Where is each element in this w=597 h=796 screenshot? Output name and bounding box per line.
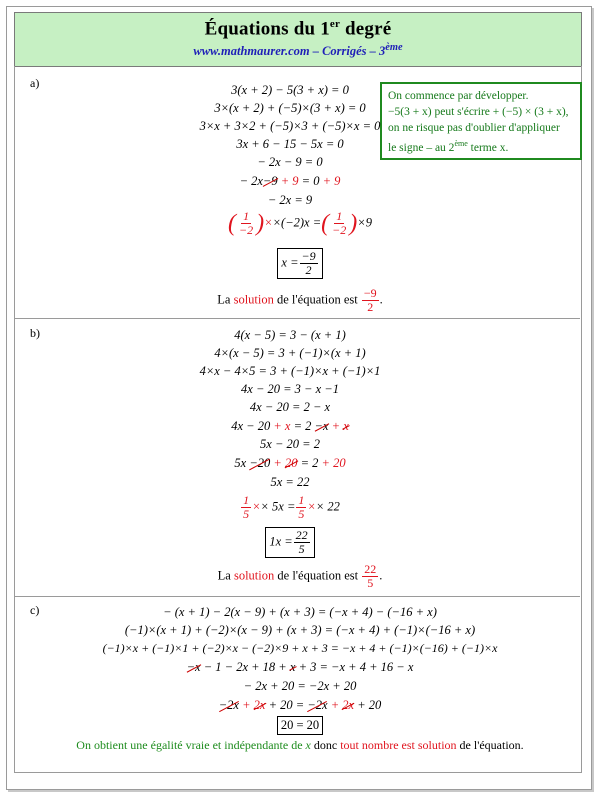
hint-line-1: On commence par développer.: [388, 90, 529, 102]
page-subtitle: www.mathmaurer.com – Corrigés – 3ème: [193, 42, 403, 59]
a-result-box: x = $\frac{-9}{2}$: [190, 248, 410, 279]
b-line-8: 5x −20 + 20 = 2 + 20: [234, 456, 346, 470]
a-line-4: 3x + 6 − 15 − 5x = 0: [236, 137, 344, 151]
c-line-2: (−1)×(x + 1) + (−2)×(x − 9) + (x + 3) = (−x + 4) + (−1)×(−16 + x): [124, 623, 476, 637]
hint-line-3: on ne risque pas d'oublier d'appliquer: [388, 122, 560, 134]
b-line-2: 4×(x − 5) = 3 + (−1)×(x + 1): [214, 346, 366, 360]
b-line-5: 4x − 20 = 2 − x: [249, 400, 331, 414]
c-result-box: 20 = 20: [150, 716, 450, 735]
hint-line-2: −5(3 + x) peut s'écrire + (−5) × (3 + x),: [388, 106, 569, 118]
c-line-6: −2x + 2x + 20 = −2x + 2x + 20: [218, 698, 382, 712]
b-line-7: 5x − 20 = 2: [260, 437, 320, 451]
site-link[interactable]: www.mathmaurer.com: [193, 44, 310, 59]
b-line-9: 5x = 22: [270, 475, 310, 489]
b-line-4: 4x − 20 = 3 − x −1: [241, 382, 339, 396]
a-cancel-term: −9: [262, 174, 278, 188]
separator-bc: [14, 596, 580, 597]
a-line-7: − 2x = 9: [267, 193, 313, 207]
b-line-3: 4×x − 4×5 = 3 + (−1)×x + (−1)×1: [199, 364, 381, 378]
b-result-box: 1x = $\frac{22}{5}$: [190, 527, 390, 558]
c-line-4: −x − 1 − 2x + 18 + x + 3 = −x + 4 + 16 − x: [186, 660, 414, 674]
page-title: Équations du 1er degré: [204, 18, 392, 40]
a-line-1: 3(x + 2) − 5(3 + x) = 0: [231, 83, 349, 97]
part-b-label: b): [30, 326, 40, 340]
c-line-5: − 2x + 20 = −2x + 20: [243, 679, 357, 693]
a-line-2: 3×(x + 2) + (−5)×(3 + x) = 0: [214, 101, 366, 115]
part-c-label: c): [30, 603, 40, 617]
separator-ab: [14, 318, 580, 319]
a-line-5: − 2x − 9 = 0: [257, 155, 323, 169]
hint-line-4: le signe – au 2ème terme x.: [388, 139, 509, 154]
header-banner: [14, 12, 582, 67]
c-conclusion: On obtient une égalité vraie et indépendante de x donc tout nombre est solution de l'équation.: [76, 738, 524, 752]
a-line-8: ( $\frac{1}{-2}$ )××(−2)x =( $\frac{1}{-2}$ )×9: [228, 209, 372, 237]
a-solution-line: La solution de l'équation est $\frac{-9}{2}$ .: [217, 286, 383, 314]
b-line-1: 4(x − 5) = 3 − (x + 1): [234, 328, 346, 342]
a-line-3: 3×x + 3×2 + (−5)×3 + (−5)×x = 0: [199, 119, 381, 133]
a-line-6: − 2x−9 + 9 = 0 + 9: [239, 174, 341, 188]
c-line-1: − (x + 1) − 2(x − 9) + (x + 3) = (−x + 4) − (−16 + x): [163, 605, 437, 619]
b-line-10: $\frac{1}{5}$ ×× 5x = $\frac{1}{5}$ ×× 22: [243, 493, 340, 521]
c-line-3: (−1)×x + (−1)×1 + (−2)×x − (−2)×9 + x + 3 = −x + 4 + (−1)×(−16) + (−1)×x: [102, 641, 498, 655]
b-solution-line: La solution de l'équation est $\frac{22}{5}$ .: [217, 562, 383, 590]
b-line-6: 4x − 20 + x = 2 −x + x: [231, 419, 349, 433]
part-a-label: a): [30, 76, 40, 90]
